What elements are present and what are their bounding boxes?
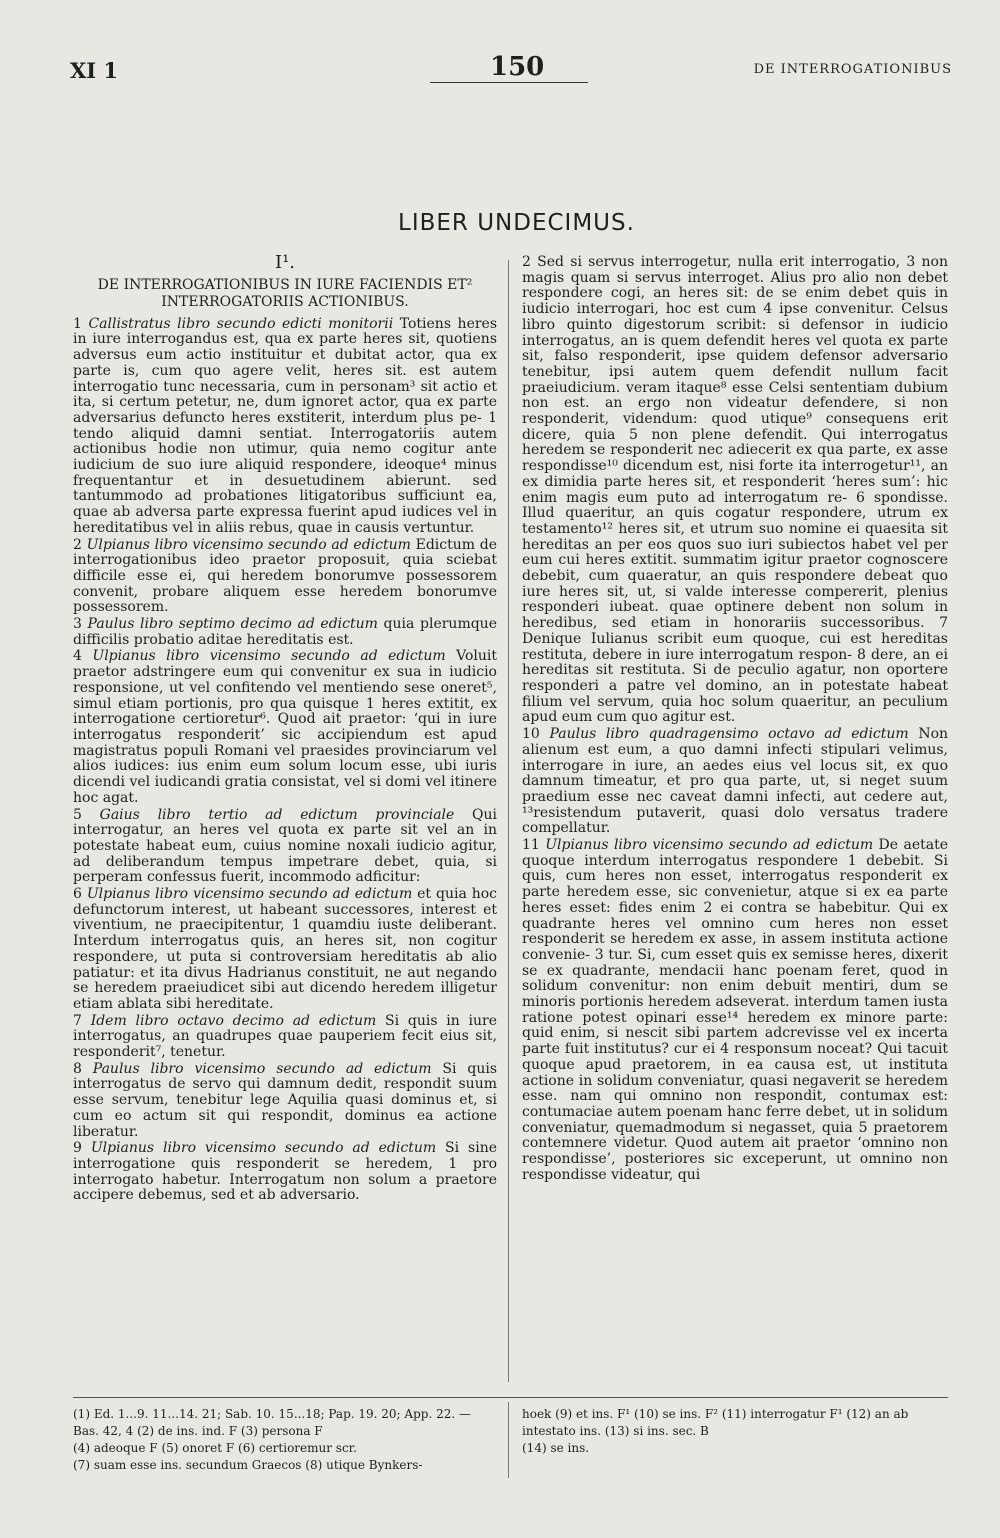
footnote-line: (14) se ins.: [522, 1441, 590, 1455]
footnote-line: (1) Ed. 1...9. 11...14. 21; Sab. 10. 15...18; Pap. 19. 20; App. 22. — Bas. 42, 4 (2) de ins. ind. F (3) persona F: [73, 1407, 471, 1438]
book-title: LIBER UNDECIMUS.: [398, 210, 635, 236]
fragment-paragraph: [73, 1062, 497, 1141]
footnote-line: (4) adeoque F (5) onoret F (6) certioremur scr.: [73, 1441, 357, 1455]
footnote-divider: [508, 1402, 509, 1478]
fragment-paragraph: [73, 808, 497, 887]
fragment-text: Edictum de interrogationibus ideo praetor proposuit, quia sciebat difficile esse ei, qui heredem bonorumve possessorem convenit, probare aliquem esse heredem bonorumve possessorem.: [73, 536, 497, 616]
fragment-inscription: Paulus libro quadragensimo octavo ad edictum: [549, 726, 909, 743]
fragment-number: 4: [73, 648, 93, 665]
right-paragraphs: [522, 255, 948, 1183]
fragment-inscription: Ulpianus libro vicensimo secundo ad edictum: [86, 886, 413, 903]
header-title: DE INTERROGATIONIBUS: [753, 62, 952, 77]
fragment-number: 11: [522, 837, 546, 854]
fragment-text: 2 Sed si servus interrogetur, nulla erit interrogatio, 3 non magis quam si servus interroget. Alius pro alio non debet respondere cogi, an heres sit: de se enim debet quis in iudicio interrogari, hoc est cum 4 ipse convenitur. Celsus libro quinto digestorum scribit: si defensor in iudicio interrogatus, an is quem defendit heres vel quota ex parte sit, falso responderit, ipse quidem defensor adversario tenebitur, ipsi autem quem defendit nullum facit praeiudicium. veram itaque⁸ esse Celsi sententiam dubium non est. an ergo non videatur defendere, si non responderit, videndum: quod utique⁹ consequens erit dicere, quia 5 non plene defendit. Qui interrogatus heredem se responderit nec adiecerit ex qua parte, ex asse respondisse¹⁰ dicendum est, nisi forte ita interrogetur¹¹, an ex dimidia parte heres sit, et responderit ‘heres sum’: hic enim magis eum puto ad interrogatum re- 6 spondisse. Illud quaeritur, an quis cogatur respondere, utrum ex testamento¹² heres sit, et utrum suo nomine ei quaesita sit hereditas an per eos quos suo iuri subiectos habet vel per eum cui heres extitit. summatim igitur praetor cognoscere debebit, cum quaeratur, an quis respondere debeat quo iure heres sit, ut, si valde interesse compererit, plenius responderi iubeat. quae optinere debent non solum in heredibus, sed etiam in honorariis successoribus. 7 Denique Iulianus scribit eum quoque, cui est hereditas restituta, debere in iure interrogatum respon- 8 dere, an ei hereditas sit restituta. Si de peculio agatur, non oportere responderi a patre vel domino, an in potestate habeat filium vel servum, quia hoc solum quaeritur, an peculium apud eum cum quo agitur est.: [522, 254, 948, 726]
column-divider: [508, 260, 509, 1382]
right-column: [522, 255, 948, 1184]
fragment-number: 10: [522, 726, 550, 743]
page-number: 150: [490, 52, 545, 82]
fragment-inscription: Paulus libro septimo decimo ad edictum: [87, 616, 378, 633]
fragment-number: 6: [73, 886, 87, 903]
fragment-text: Qui interrogatur, an heres vel quota ex parte sit vel an in potestate habeat eum, cuius nomine noxali iudicio agitur, ad deliberandum tempus impetrare debet, quia, si perperam confessus fuerit, incommodo adficitur:: [73, 806, 498, 886]
running-header: [0, 52, 1000, 92]
footnote-rule: [73, 1397, 948, 1398]
fragment-text: Si sine interrogatione quis responderit se heredem, 1 pro interrogato habetur. Interrogatum non solum a praetore accipere debemus, sed et ab adversario.: [73, 1140, 497, 1204]
fragment-number: 8: [73, 1060, 93, 1077]
fragment-number: 3: [73, 616, 88, 633]
fragment-inscription: Ulpianus libro vicensimo secundo ad edictum: [545, 837, 874, 854]
fragment-number: 7: [73, 1012, 91, 1029]
left-column: [73, 252, 498, 1205]
fragment-text: Non alienum est eum, a quo damni infecti stipulari velimus, interrogare in iure, an aedes eius vel locus sit, ex quo damnum timeatur, et pro qua parte, ut, si neget suum praedium esse nec caveat damni infecti, aut cedere aut, ¹³resistendum putaverit, quasi dolo versatus tradere compellatur.: [522, 726, 949, 837]
fragment-paragraph: [73, 1141, 497, 1204]
fragment-paragraph: [73, 887, 497, 1013]
section-number: I¹.: [274, 252, 296, 273]
fragment-paragraph: [73, 317, 497, 537]
fragment-number: 9: [73, 1140, 91, 1157]
fragment-text: Si quis interrogatus de servo qui damnum dedit, respondit suum esse servum, tenebitur lege Aquilia quasi dominus et, si cum eo actum sit qui respondit, dominus ea actione liberatur.: [73, 1060, 498, 1140]
fragment-text: quia plerumque difficilis probatio aditae hereditatis est.: [73, 616, 497, 648]
fragment-paragraph: [73, 649, 497, 806]
footnote-line: hoek (9) et ins. F¹ (10) se ins. F² (11) interrogatur F¹ (12) an ab intestato ins. (13) si ins. sec. B: [522, 1407, 909, 1438]
left-paragraphs: [73, 317, 497, 1204]
fragment-paragraph: [73, 1014, 497, 1061]
fragment-number: 2: [73, 536, 87, 553]
fragment-paragraph: [73, 538, 497, 617]
fragment-inscription: Gaius libro tertio ad edictum provinciale: [99, 806, 455, 823]
fragment-number: 1: [73, 315, 89, 332]
fragment-paragraph: [522, 255, 948, 726]
fragment-number: 5: [73, 806, 100, 823]
footnote-line: (7) suam esse ins. secundum Graecos (8) utique Bynkers-: [73, 1458, 423, 1472]
header-book-chapter: XI 1: [70, 58, 119, 83]
footnotes-right: [522, 1406, 948, 1457]
fragment-inscription: Ulpianus libro vicensimo secundo ad edictum: [90, 1140, 437, 1157]
fragment-text: De aetate quoque interdum interrogatus respondere 1 debebit. Si quis, cum heres non esset, interrogatus responderit ex parte heredem esse, sic convenietur, atque si ex ea parte heres esset: fides enim 2 ei contra se habebitur. Qui ex quadrante heres vel omnino cum heres non esset responderit se heredem ex asse, in assem instituta actione convenie- 3 tur. Si, cum esset quis ex semisse heres, dixerit se ex quadrante, mendacii hanc poenam feret, quod in solidum convenitur: non enim debuit mentiri, dum se minoris portionis heredem adseverat. interdum tamen iusta ratione potest opinari esse¹⁴ heredem ex minore parte: quid enim, si nescit sibi partem adcrevisse vel ex incerta parte fuit institutus? cur ei 4 responsum noceat? Qui tacuit quoque apud praetorem, in ea causa est, ut instituta actione in solidum conveniatur, quasi negaverit se heredem esse. nam qui omnino non respondit, contumax est: contumaciae autem poenam hanc ferre debet, ut in solidum conveniatur, quemadmodum si negasset, quia 5 praetorem contemnere videtur. Quod autem ait praetor ‘omnino non respondisse’, posteriores sic exceperunt, ut omnino non respondisse videatur, qui: [522, 837, 948, 1183]
section-title: DE INTERROGATIONIBUS IN IURE FACIENDIS ET² INTERROGATORIIS ACTIONIBUS.: [97, 276, 473, 310]
fragment-inscription: Ulpianus libro vicensimo secundo ad edictum: [92, 648, 446, 665]
fragment-text: Si quis in iure interrogatus, an quadrupes quae pauperiem fecit eius sit, responderit⁷, tenetur.: [73, 1012, 498, 1061]
fragment-paragraph: [522, 838, 948, 1183]
footnotes-left: [73, 1406, 497, 1474]
fragment-inscription: Ulpianus libro vicensimo secundo ad edictum: [86, 536, 411, 553]
fragment-text: Totiens heres in iure interrogandus est, qua ex parte heres sit, quotiens adversus eum actio instituitur et dubitat actor, qua ex parte is, cum quo agere velit, heres sit. est autem interrogatio tunc necessaria, cum in personam³ sit actio et ita, si certum petetur, ne, dum ignoret actor, qua ex parte adversarius defuncto heres exstiterit, interdum plus pe- 1 tendo aliquid damni sentiat. Interrogatoriis autem actionibus hodie non utimur, quia nemo cogitur ante iudicium de suo iure aliquid respondere, ideoque⁴ minus frequentantur et in desuetudinem abierunt. sed tantummodo ad probationes litigatoribus sufficiunt ea, quae ab adversa parte expressa fuerint apud iudices vel in hereditatibus vel in aliis rebus, quae in causis vertuntur.: [73, 315, 498, 536]
fragment-text: et quia hoc defunctorum interest, ut habeant successores, interest et viventium, ne praecipitentur, 1 quamdiu iuste deliberant. Interdum interrogatus quis, an heres sit, non cogitur respondere, ut puta si controversiam hereditatis ab alio patiatur: et ita divus Hadrianus constituit, ne aut negando se heredem praeiudicet sibi aut dicendo heredem illigetur etiam ablata sibi hereditate.: [73, 886, 497, 1012]
fragment-text: Voluit praetor adstringere eum qui convenitur ex sua in iudicio responsione, ut vel confitendo vel mentiendo sese oneret⁵, simul etiam portionis, pro qua quisque 1 heres extitit, ex interrogatione certioretur⁶. Quod ait praetor: ‘qui in iure interrogatus responderit’ sic accipiendum est apud magistratus populi Romani vel praesides provinciarum vel alios iudices: ius enim eum solum locum esse, ubi iuris dicendi vel iudicandi gratia consistat, vel si domi vel itinere hoc agat.: [73, 648, 497, 806]
fragment-paragraph: [522, 727, 948, 837]
fragment-paragraph: [73, 617, 497, 648]
fragment-inscription: Callistratus libro secundo edicti monitorii: [88, 315, 394, 332]
fragment-inscription: Idem libro octavo decimo ad edictum: [90, 1012, 377, 1029]
header-rule: [430, 82, 588, 83]
fragment-inscription: Paulus libro vicensimo secundo ad edictum: [92, 1060, 432, 1077]
